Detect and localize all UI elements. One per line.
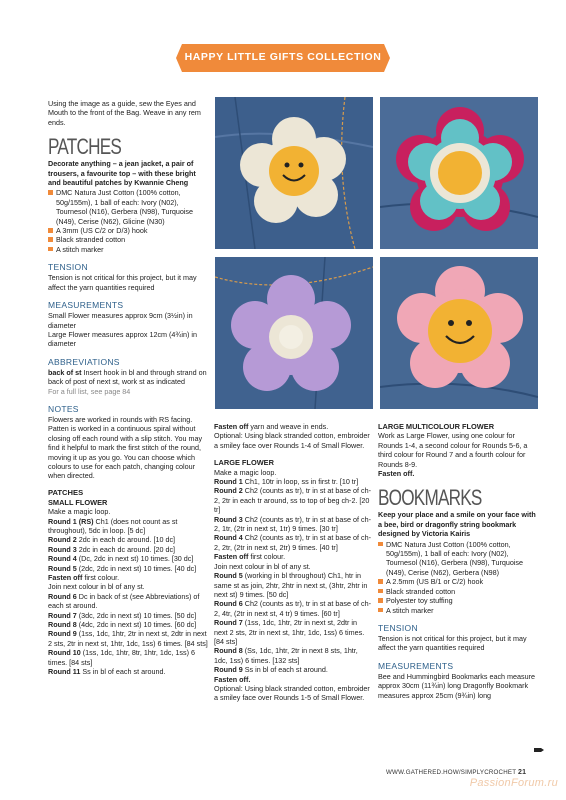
pattern-round (214, 533, 372, 552)
multicolour-flower-illustration (380, 97, 538, 249)
pattern-round (214, 665, 372, 674)
small-flower-heading: SMALL FLOWER (48, 497, 108, 507)
lilac-flower-illustration (215, 257, 373, 409)
pattern-round (214, 675, 372, 684)
notes-heading: NOTES (48, 403, 79, 414)
bookmarks-materials-list (378, 540, 538, 615)
large-multicolour-fasten: Fasten off. (378, 469, 415, 479)
round-label: Round 8 (48, 620, 77, 630)
round-text: (1ss, 1dc, 1htr, 2tr in next st, 2dtr in next 2 sts, 2tr in next st, 1htr, 1dc, 1ss) 6 times. [84 sts] (214, 618, 365, 646)
round-label: Round 11 (48, 667, 81, 677)
list-item: Black stranded cotton (48, 235, 208, 244)
round-text: (1ss, 1dc, 1htr, 2tr in next st, 2dtr in next 2 sts, 2tr in next st, 1htr, 1dc, 1ss) 6 times. [84 sts] (48, 629, 208, 648)
pattern-round (214, 599, 372, 618)
abbreviation-definition: Insert hook in bl and through strand on back of post of next st, work st as indicated (48, 367, 207, 387)
large-multicolour-heading: LARGE MULTICOLOUR FLOWER (378, 422, 495, 431)
pattern-round (48, 545, 208, 554)
collection-banner (182, 44, 384, 72)
patches-title: PATCHES (48, 134, 122, 160)
round-label: Round 3 (48, 544, 77, 554)
bookmarks-measurements-heading: MEASUREMENTS (378, 660, 454, 671)
round-text: Join next colour in bl of any st. (48, 582, 145, 592)
large-flower-heading: LARGE FLOWER (214, 458, 274, 468)
pattern-round (214, 515, 372, 534)
list-item: A stitch marker (378, 606, 538, 615)
round-text: (1ss, 1dc, 1htr, 8tr, 1htr, 1dc, 1ss) 6 times. [84 sts] (48, 648, 196, 667)
pattern-round (48, 629, 208, 648)
round-text: Ss in bl of each st around. (80, 667, 166, 677)
round-text: (Ss, 1dc, 1htr, 2tr in next 8 sts, 1htr, 1dc, 1ss) 6 times. [132 sts] (214, 646, 358, 665)
column-middle (214, 422, 372, 703)
list-item: A stitch marker (48, 245, 208, 254)
pattern-round (48, 648, 208, 667)
pattern-round (48, 517, 208, 536)
measurements-small: Small Flower measures approx 9cm (3½in) in diameter (48, 311, 193, 330)
round-text: (2dc, 2dc in next st) 10 times. [40 dc] (76, 563, 197, 573)
small-flower-rounds (48, 517, 208, 677)
pattern-round (214, 552, 372, 561)
round-label: Round 8 (214, 646, 243, 656)
pattern-round (48, 611, 208, 620)
round-label: Round 7 (48, 610, 77, 620)
round-text: first colour. (248, 552, 286, 562)
pattern-round (214, 486, 372, 514)
bookmarks-measurements-text: Bee and Hummingbird Bookmarks each measure approx 30cm (11¾in) long Dragonfly Bookmark measures approx 25cm (9¾in) long (378, 671, 536, 700)
column-right (378, 422, 538, 700)
pattern-round (48, 620, 208, 629)
abbreviations-heading: ABBREVIATIONS (48, 356, 120, 367)
column-left (48, 99, 208, 677)
patches-materials-list (48, 188, 208, 254)
round-text: Ch2 (counts as tr), tr in st at base of ch-2, 4tr, (2tr in next st, 4 tr) 9 times. [60 tr] (214, 599, 371, 618)
pattern-round (214, 477, 372, 486)
pattern-round (214, 562, 372, 571)
round-label: Fasten off (214, 552, 249, 562)
pattern-round (48, 592, 208, 611)
round-label: Round 4 (214, 533, 243, 543)
round-label: Round 2 (214, 486, 243, 496)
round-label: Round 6 (214, 599, 243, 609)
photo-ivory-flower-patch (215, 97, 373, 249)
small-flower-magic-loop: Make a magic loop. (48, 507, 111, 517)
tension-heading: TENSION (48, 262, 88, 273)
page-number: 21 (518, 769, 527, 776)
list-item: A 3mm (US C/2 or D/3) hook (48, 226, 208, 235)
round-label: Round 5 (48, 563, 77, 573)
round-text: 2dc in each dc around. [10 dc] (76, 535, 176, 545)
round-label: Round 3 (214, 514, 243, 524)
intro-text: Using the image as a guide, sew the Eyes and Mouth to the front of the Bag. Weave in any rem ends. (48, 99, 201, 127)
round-text: Join next colour in bl of any st. (214, 561, 311, 571)
watermark: PassionForum.ru (469, 777, 558, 789)
round-text: Ch2 (counts as tr), tr in st at base of ch-2, 1tr, (2tr in next st, 1tr) 9 times. [30 tr] (214, 514, 371, 534)
bookmarks-tension-heading: TENSION (378, 622, 418, 633)
round-text: Ch1, 10tr in loop, ss in first tr. [10 tr] (242, 477, 359, 487)
photo-lilac-flower-patch (215, 257, 373, 409)
list-item: A 2.5mm (US B/1 or C/2) hook (378, 577, 538, 586)
round-label: Fasten off. (214, 674, 251, 684)
photo-multicolour-flower-patch (380, 97, 538, 249)
bookmarks-title: BOOKMARKS (378, 485, 482, 511)
large-multicolour-text: Work as Large Flower, using one colour for Rounds 1-4, a second colour for Rounds 5-6, a third colour for Round 7 and a fourth colour for Rounds 8-9. (378, 431, 528, 469)
list-item: DMC Natura Just Cotton (100% cotton, 50g/155m), 1 ball of each: Ivory (N02), Tournesol (N16), Gerbera (N98), Turquoise (N49), Cerise (N62), Glicine (N30) (48, 188, 208, 226)
round-label: Round 5 (214, 571, 243, 581)
bookmarks-description: Keep your place and a smile on your face with a bee, bird or dragonfly string bookmark designed by Victoria Kairis (378, 510, 536, 539)
measurements-large: Large Flower measures approx 12cm (4¾in) in diameter (48, 329, 198, 349)
round-label: Round 1 (RS) (48, 516, 94, 526)
fasten-off-text: Fasten off yarn and weave in ends. (214, 422, 329, 431)
round-text: (Dc, 2dc in next st) 10 times. [30 dc] (76, 554, 194, 564)
round-text: (4dc, 2dc in next st) 10 times. [60 dc] (76, 620, 197, 630)
continue-arrow-icon (534, 748, 544, 752)
pattern-round (48, 667, 208, 676)
tension-text: Tension is not critical for this project, but it may affect the yarn quantities required (48, 273, 197, 292)
round-text: (3dc, 2dc in next st) 10 times. [50 dc] (76, 610, 197, 620)
round-text: Dc in back of st (see Abbreviations) of each st around. (48, 591, 200, 611)
optional-smiley-large: Optional: Using black stranded cotton, embroider a smiley face over Rounds 1-5 of Small Flower. (214, 683, 370, 703)
round-label: Fasten off (48, 573, 83, 583)
patches-pattern-heading: PATCHES (48, 487, 84, 497)
pattern-round (214, 618, 372, 646)
large-flower-rounds (214, 477, 372, 684)
bookmarks-tension-text: Tension is not critical for this project, but it may affect the yarn quantities required (378, 633, 527, 653)
round-label: Round 1 (214, 477, 243, 487)
list-item: DMC Natura Just Cotton (100% cotton, 50g/155m), 1 ball of each: Ivory (N02), Tournesol (N16), Gerbera (N98), Turquoise (N49), Cerise (N62), Gerbera (N98) (378, 540, 538, 578)
pattern-round (48, 535, 208, 544)
page-footer (386, 768, 526, 777)
round-label: Round 10 (48, 648, 81, 658)
abbreviation-term: back of st (48, 367, 82, 377)
pattern-round (48, 582, 208, 591)
abbreviation-entry (48, 368, 208, 387)
measurements-heading: MEASUREMENTS (48, 300, 124, 311)
patches-description: Decorate anything – a jean jacket, a pair of trousers, a favourite top – with these bright and beautiful patches by Kwannie Cheng (48, 159, 196, 188)
list-item: Black stranded cotton (378, 587, 538, 596)
notes-text: Flowers are worked in rounds with RS facing. Patten is worked in a continuous spiral without closing off each round with a slip stitch. You may find it helpful to mark the first stitch of the round, moving it up as you go. You can choose which colours to use for each patch, changing colour when directed. (48, 414, 203, 481)
round-text: Ch2 (counts as tr), tr in st at base of ch-2, 2tr, (2tr in next st, 2tr) 9 times. [40 tr] (214, 533, 371, 552)
ivory-flower-illustration (215, 97, 373, 249)
abbreviation-link[interactable]: For a full list, see page 84 (48, 386, 131, 396)
round-label: Round 2 (48, 535, 77, 545)
round-label: Round 9 (48, 629, 77, 639)
list-item: Polyester toy stuffing (378, 596, 538, 605)
pattern-round (214, 646, 372, 665)
pattern-round (48, 554, 208, 563)
pink-flower-illustration (380, 257, 538, 409)
photo-pink-flower-patch (380, 257, 538, 409)
round-label: Round 6 (48, 591, 77, 601)
round-text: Ch2 (counts as tr), tr in st at base of ch-2, 2tr in each tr around, ss to top of beg ch-2. [20 tr] (214, 486, 371, 515)
round-label: Round 9 (214, 665, 243, 675)
round-text: Ss in bl of each st around. (242, 665, 328, 675)
round-text: (working in bl throughout) Ch1, htr in same st as join, 2htr, 2htr in next st, (3htr, 2htr in next st) 9 times. [50 dc] (214, 571, 368, 599)
round-text: 2dc in each dc around. [20 dc] (76, 544, 176, 554)
footer-url[interactable]: WWW.GATHERED.HOW/SIMPLYCROCHET (386, 769, 517, 776)
optional-smiley-small: Optional: Using black stranded cotton, embroider a smiley face over Rounds 1-4 of Small Flower. (214, 431, 370, 450)
round-text: Ch1 (does not count as st throughout), 5dc in loop. [5 dc] (48, 516, 178, 535)
round-label: Round 4 (48, 554, 77, 564)
pattern-round (214, 571, 372, 599)
pattern-round (48, 573, 208, 582)
round-label: Round 7 (214, 618, 243, 628)
large-flower-magic-loop: Make a magic loop. (214, 467, 277, 477)
pattern-round (48, 564, 208, 573)
round-text: first colour. (82, 573, 120, 583)
banner-title: HAPPY LITTLE GIFTS COLLECTION (184, 51, 382, 64)
